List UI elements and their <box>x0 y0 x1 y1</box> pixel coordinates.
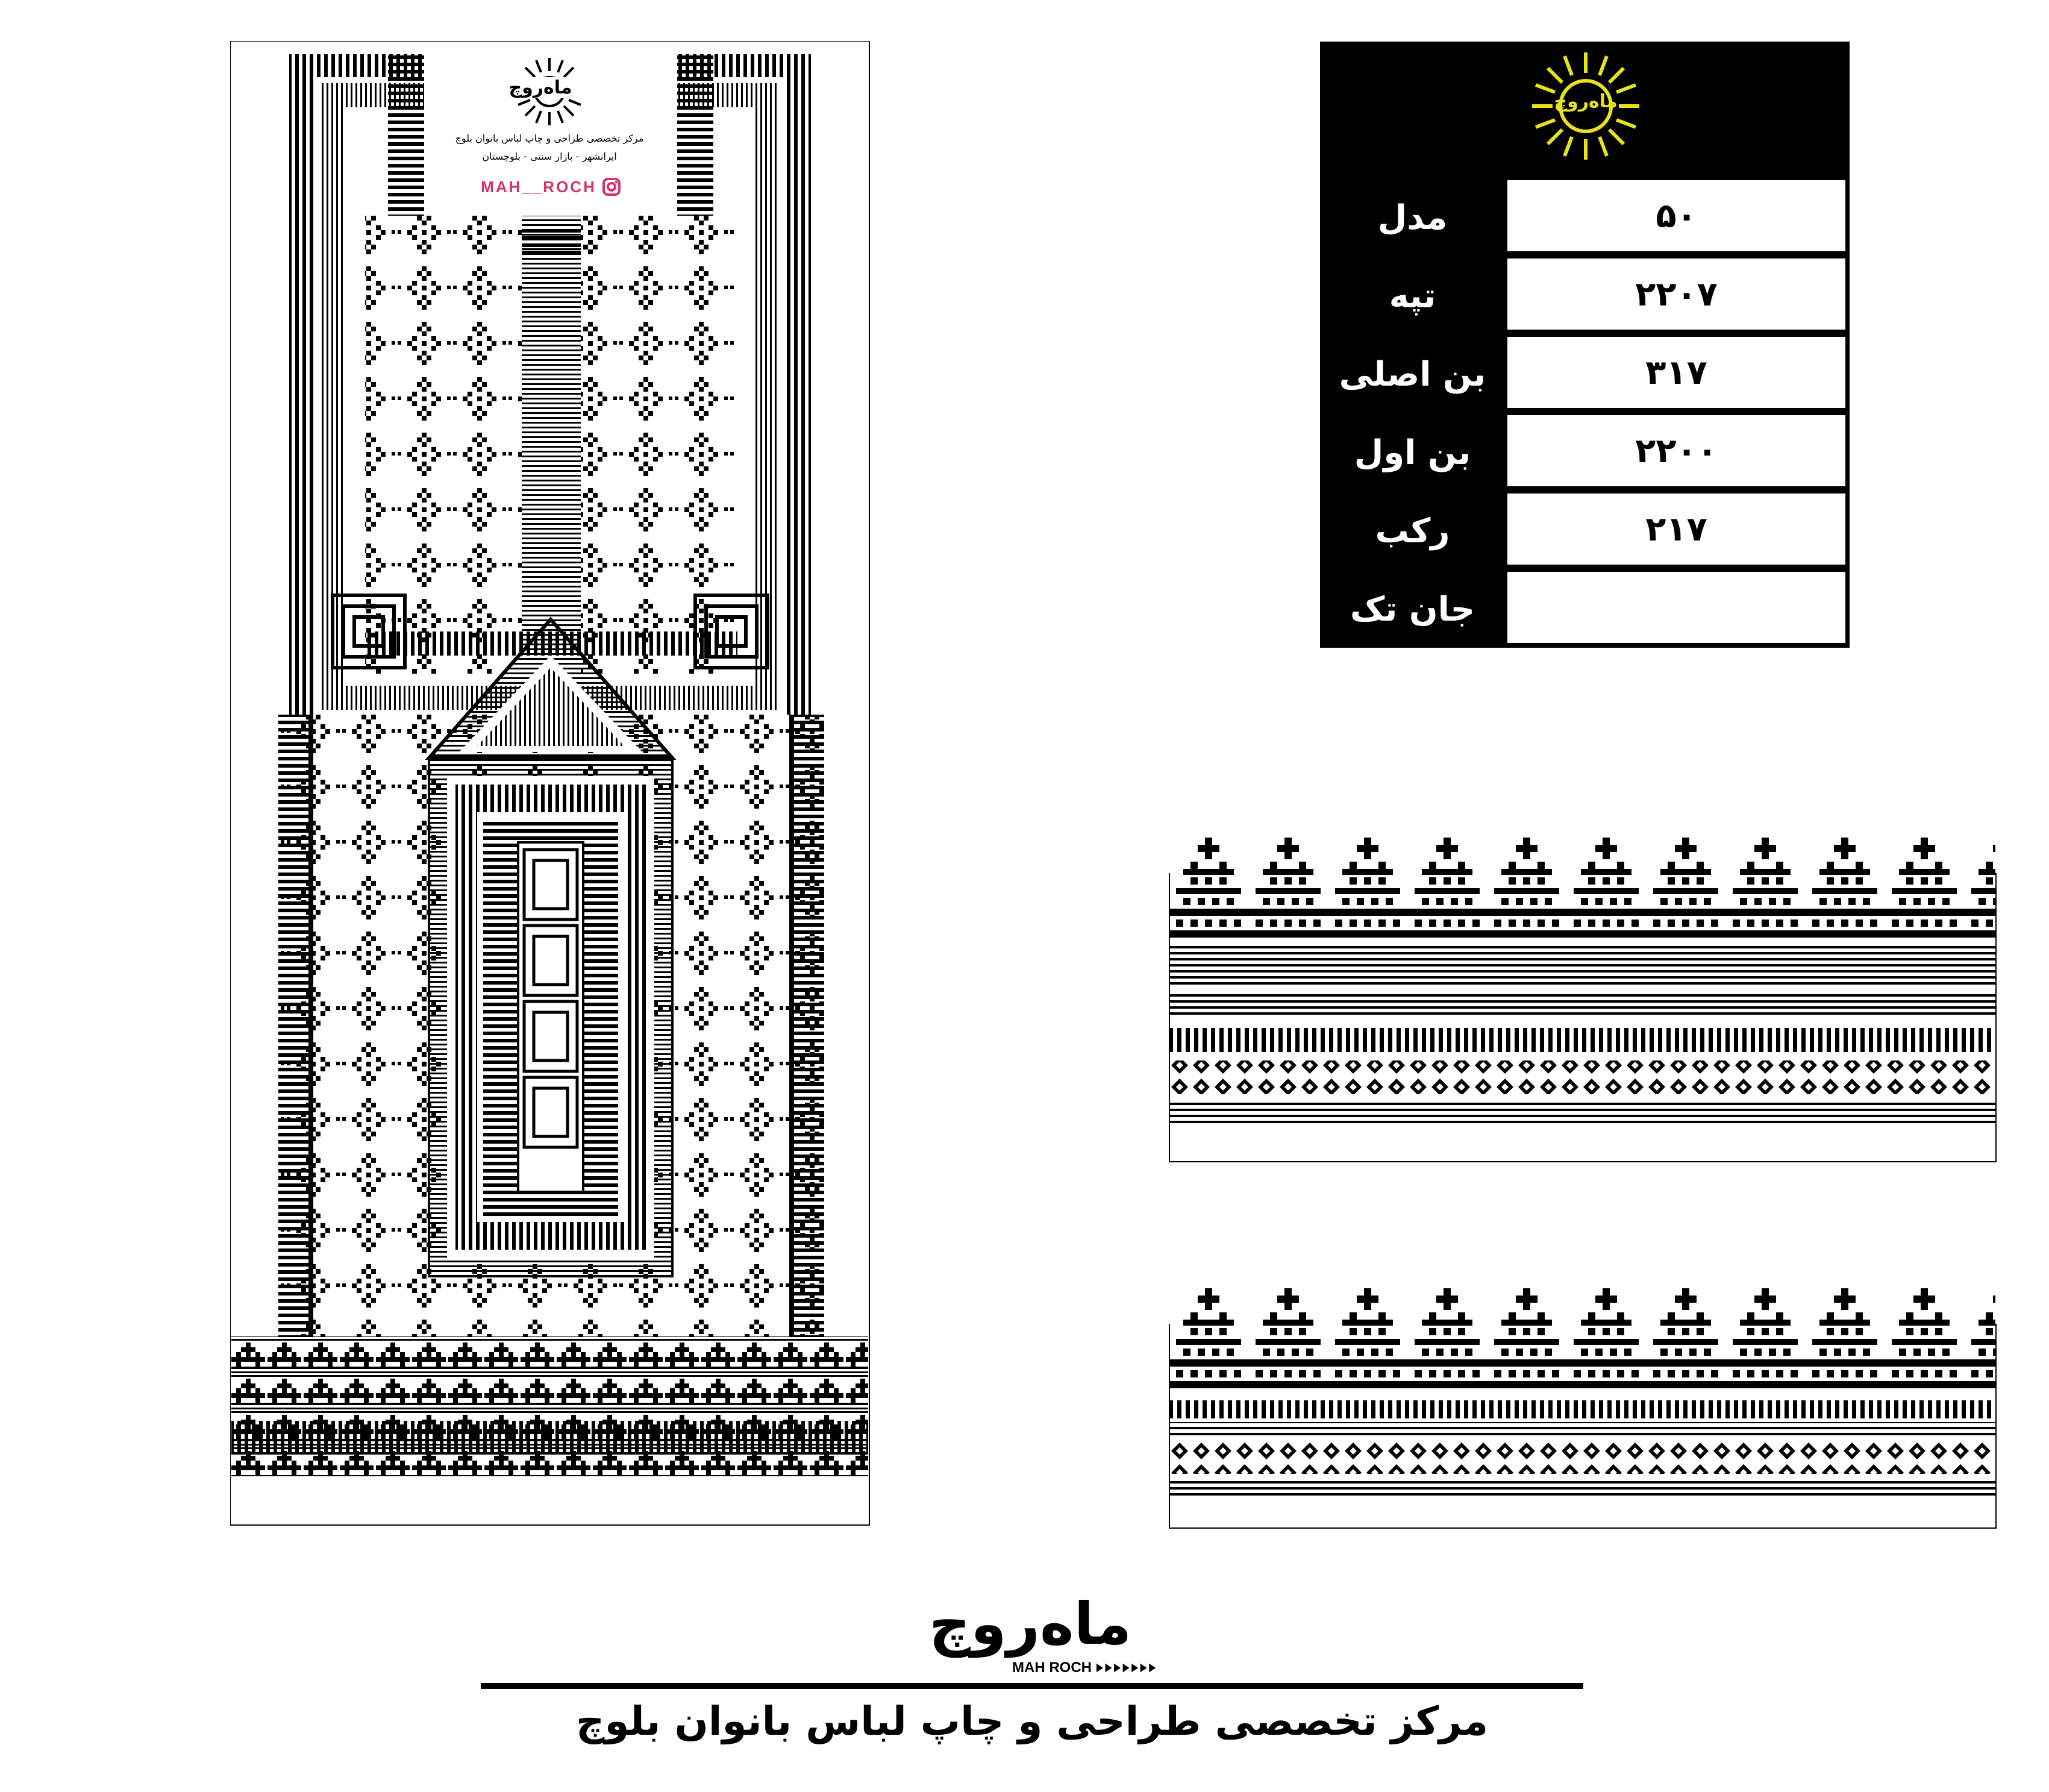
instagram-icon <box>602 178 621 196</box>
footer-logo-text: ماه‌روچ <box>928 1590 1132 1658</box>
spec-label: بن اصلی <box>1324 337 1501 412</box>
spec-label: جان تک <box>1324 572 1501 647</box>
spec-value: ۲۲۰۷ <box>1507 258 1845 330</box>
spec-row-jaan-tak <box>1324 572 1845 647</box>
spec-logo-text: ماه‌روچ <box>1554 91 1618 112</box>
spec-label: بن اول <box>1324 415 1501 490</box>
spec-row-first-base <box>1324 415 1845 490</box>
spec-label: تپه <box>1324 258 1501 333</box>
label-brand-mark: ماه‌روچ <box>495 77 586 98</box>
instagram-handle: MAH__ROCH <box>481 177 596 196</box>
spec-row-sleeve <box>1324 493 1845 568</box>
border-strip-lower <box>1169 1288 1997 1529</box>
spec-table <box>1320 42 1850 648</box>
footer-logo-subtext: MAH ROCH <box>1012 1659 1092 1676</box>
dress-pattern-panel <box>230 41 870 1526</box>
spec-label: مدل <box>1324 180 1501 255</box>
spec-row-model <box>1324 180 1845 255</box>
spec-value: ۵۰ <box>1507 180 1845 251</box>
spec-row-tappeh <box>1324 258 1845 333</box>
footer-tagline: مرکز تخصصی طراحی و چاپ لباس بانوان بلوچ <box>575 1698 1489 1744</box>
label-caption-line-1: مرکز تخصصی طراحی و چاپ لباس بانوان بلوچ <box>455 133 644 144</box>
label-patch <box>429 55 670 205</box>
arrow-chevrons-icon <box>1096 1662 1157 1674</box>
spec-value: ۳۱۷ <box>1507 337 1845 408</box>
spec-value: ۲۲۰۰ <box>1507 415 1845 486</box>
footer-logo <box>904 1591 1157 1681</box>
spec-logo-area <box>1320 42 1850 177</box>
spec-value: ۲۱۷ <box>1507 493 1845 565</box>
border-strip-upper <box>1169 838 1997 1163</box>
spec-row-main-base <box>1324 337 1845 412</box>
spec-value <box>1507 572 1845 643</box>
spec-label: رکب <box>1324 493 1501 568</box>
label-caption-line-2: ایرانشهر - بازار سنتی - بلوچستان <box>482 151 617 162</box>
footer-divider <box>481 1683 1583 1689</box>
